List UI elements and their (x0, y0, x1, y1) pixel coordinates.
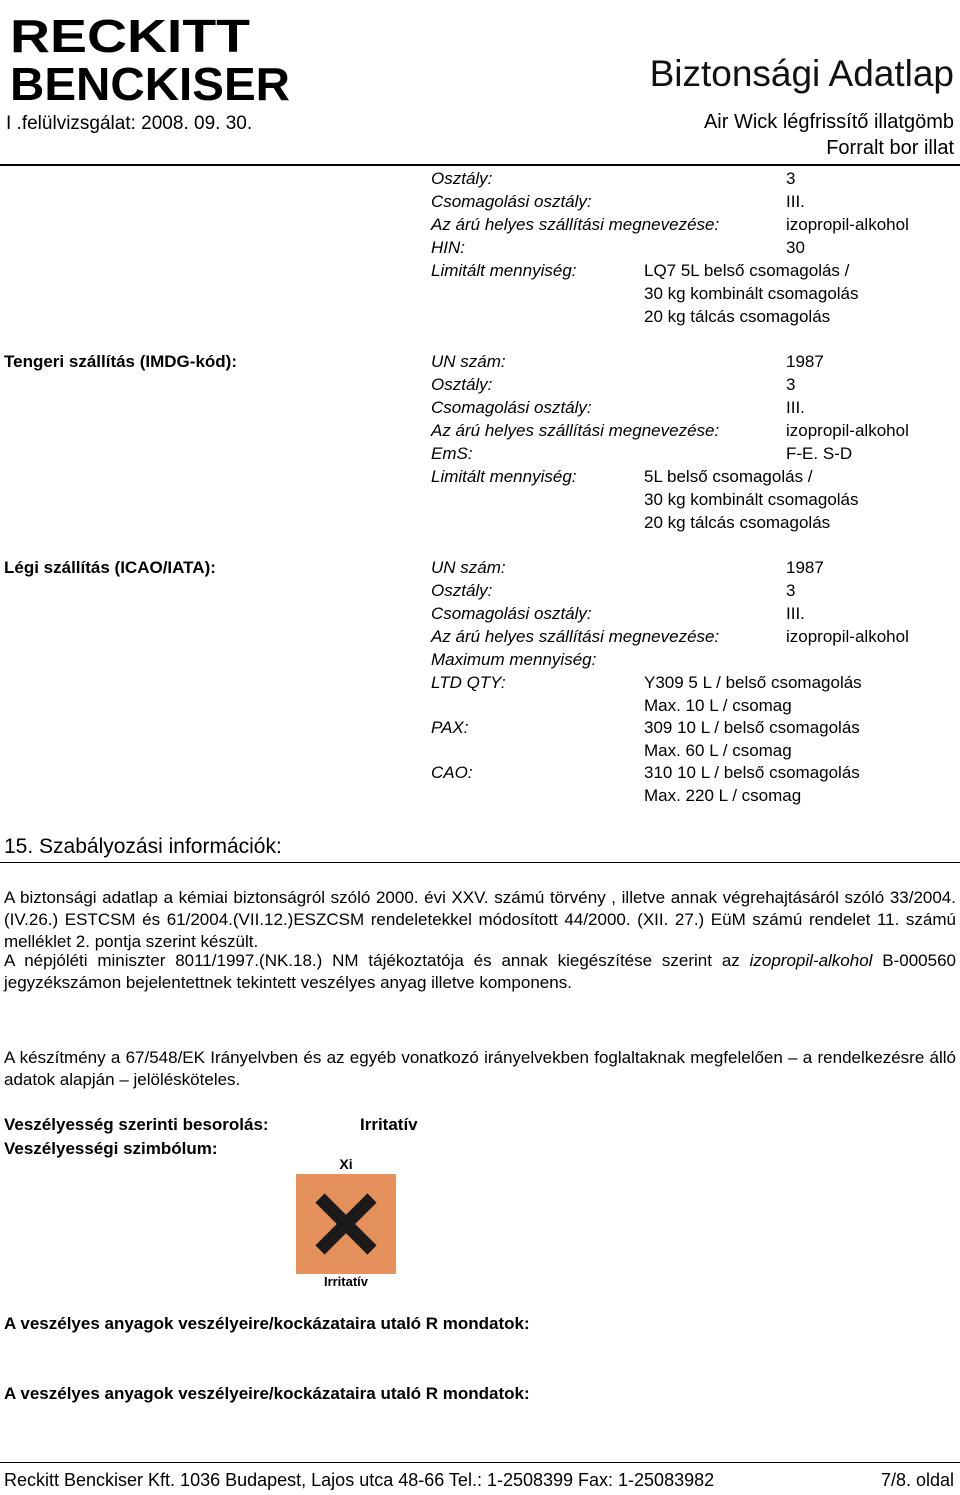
ltd-qty-line: Y309 5 L / belső csomagolás (644, 673, 862, 692)
logo-line-2: BENCKISER (10, 58, 290, 104)
regulatory-paragraph: A biztonsági adatlap a kémiai biztonságról szóló 2000. évi XXV. számú törvény , illetve annak végrehajtásáról szóló 33/2004.(IV.26.) ESTCSM és 61/2004.(VII.12.)ESZCSM rendeletekkel módosított 44/2000. (XII. 27.) EüM számú rendelet 11. számú melléklet 2. pontja szerint készült. (4, 888, 956, 951)
packing-group-value: III. (786, 398, 805, 417)
hazard-square (296, 1174, 396, 1274)
logo-line-1: RECKITT (10, 10, 250, 62)
r-phrases-heading: A veszélyes anyagok veszélyeire/kockázataira utaló R mondatok: (4, 1314, 530, 1333)
limited-quantity-line: 30 kg kombinált csomagolás (644, 284, 859, 303)
pax-line: Max. 60 L / csomag (644, 741, 792, 760)
shipping-name-value: izopropil-alkohol (786, 421, 909, 440)
classification-value: Irritatív (360, 1115, 418, 1134)
shipping-name-label: Az árú helyes szállítási megnevezése: (431, 421, 720, 440)
packing-group-label: Csomagolási osztály: (431, 192, 592, 211)
classification-label: Veszélyesség szerinti besorolás: (4, 1115, 269, 1134)
ems-label: EmS: (431, 444, 473, 463)
hin-value: 30 (786, 238, 805, 257)
limited-quantity-line: 20 kg tálcás csomagolás (644, 307, 831, 326)
x-cross-icon (296, 1174, 396, 1274)
revision-date: I .felülvizsgálat: 2008. 09. 30. (6, 113, 253, 134)
ltd-qty-label: LTD QTY: (431, 673, 506, 692)
limited-quantity-label: Limitált mennyiség: (431, 467, 577, 486)
product-variant: Forralt bor illat (826, 137, 954, 159)
class-label: Osztály: (431, 581, 493, 600)
ems-value: F-E. S-D (786, 444, 853, 463)
r-phrases-heading: A veszélyes anyagok veszélyeire/kockázataira utaló R mondatok: (4, 1384, 530, 1403)
packing-group-value: III. (786, 192, 805, 211)
shipping-name-label: Az árú helyes szállítási megnevezése: (431, 215, 720, 234)
shipping-name-label: Az árú helyes szállítási megnevezése: (431, 627, 720, 646)
notification-paragraph (4, 950, 956, 994)
un-number-label: UN szám: (431, 352, 506, 371)
footer-company-info: Reckitt Benckiser Kft. 1036 Budapest, Lajos utca 48-66 Tel.: 1-2508399 Fax: 1-25083982 (4, 1470, 715, 1490)
header-rule (0, 164, 960, 166)
un-number-value: 1987 (786, 558, 824, 577)
un-number-value: 1987 (786, 352, 824, 371)
packing-group-label: Csomagolási osztály: (431, 604, 592, 623)
limited-quantity-line: LQ7 5L belső csomagolás / (644, 261, 850, 280)
pax-line: 309 10 L / belső csomagolás (644, 718, 860, 737)
cao-label: CAO: (431, 763, 473, 782)
class-label: Osztály: (431, 169, 493, 188)
hazard-code: Xi (339, 1156, 353, 1172)
packing-group-label: Csomagolási osztály: (431, 398, 592, 417)
packing-group-value: III. (786, 604, 805, 623)
pax-label: PAX: (431, 718, 469, 737)
class-label: Osztály: (431, 375, 493, 394)
class-value: 3 (786, 169, 796, 188)
limited-quantity-label: Limitált mennyiség: (431, 261, 577, 280)
un-number-label: UN szám: (431, 558, 506, 577)
page-number: 7/8. oldal (880, 1470, 954, 1490)
section-heading: 15. Szabályozási információk: (4, 835, 282, 858)
cao-line: Max. 220 L / csomag (644, 786, 802, 805)
hin-label: HIN: (431, 238, 465, 257)
class-value: 3 (786, 581, 796, 600)
substance-name: izopropil-alkohol (749, 951, 873, 970)
notification-text: A népjóléti miniszter 8011/1997.(NK.18.) NM tájékoztatója és annak kiegészítése szerint az (4, 951, 750, 970)
air-transport-heading: Légi szállítás (ICAO/IATA): (4, 558, 216, 577)
limited-quantity-line: 20 kg tálcás csomagolás (644, 513, 831, 532)
limited-quantity-line: 30 kg kombinált csomagolás (644, 490, 859, 509)
sea-transport-heading: Tengeri szállítás (IMDG-kód): (4, 352, 237, 371)
product-name: Air Wick légfrissítő illatgömb (703, 111, 954, 133)
symbol-label: Veszélyességi szimbólum: (4, 1139, 218, 1158)
cao-line: 310 10 L / belső csomagolás (644, 763, 860, 782)
shipping-name-value: izopropil-alkohol (786, 627, 909, 646)
hazard-caption: Irritatív (323, 1274, 369, 1289)
class-value: 3 (786, 375, 796, 394)
shipping-name-value: izopropil-alkohol (786, 215, 909, 234)
labelling-paragraph: A készítmény a 67/548/EK Irányelvben és az egyéb vonatkozó irányelvekben foglaltaknak megfelelően – a rendelkezésre álló adatok alapján – jelölésköteles. (4, 1048, 956, 1089)
hazard-symbol (296, 1156, 396, 1288)
limited-quantity-line: 5L belső csomagolás / (644, 467, 813, 486)
company-logo (8, 8, 293, 104)
ltd-qty-line: Max. 10 L / csomag (644, 696, 792, 715)
maximum-quantity-label: Maximum mennyiség: (431, 650, 597, 669)
footer-rule (0, 1462, 960, 1463)
document-title: Biztonsági Adatlap (649, 53, 954, 94)
section-rule (0, 862, 960, 863)
notification-text: B-000560 jegyzékszámon bejelentettnek tekintett veszélyes anyag illetve komponens. (4, 951, 956, 992)
